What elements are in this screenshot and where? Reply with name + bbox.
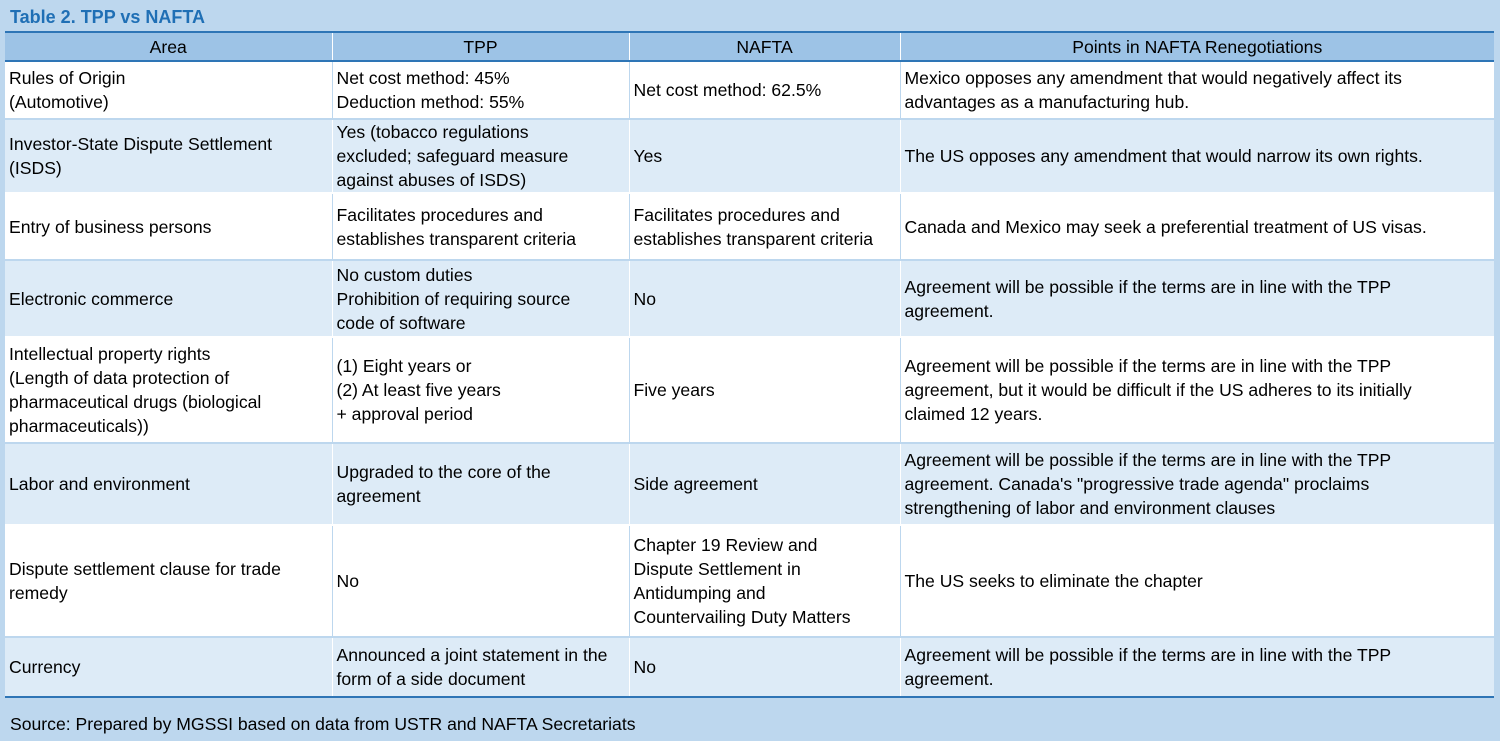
comparison-table bbox=[5, 31, 1494, 698]
table-row bbox=[5, 525, 1494, 637]
source-note: Source: Prepared by MGSSI based on data from USTR and NAFTA Secretariats bbox=[10, 714, 636, 734]
cell-line: (Automotive) bbox=[9, 92, 109, 112]
cell-line: Currency bbox=[9, 657, 81, 677]
cell-line: No bbox=[633, 288, 656, 309]
cell-line: Five years bbox=[633, 380, 715, 400]
area-cell bbox=[5, 61, 332, 119]
renegotiation-cell bbox=[900, 61, 1494, 119]
cell-line: No bbox=[336, 571, 359, 591]
tpp-cell bbox=[332, 443, 629, 525]
cell-line: remedy bbox=[9, 583, 68, 603]
table-row bbox=[5, 193, 1494, 260]
cell-line: The US opposes any amendment that would narrow its own rights. bbox=[904, 146, 1423, 166]
cell-line: Labor and environment bbox=[9, 474, 190, 494]
nafta-cell bbox=[629, 193, 900, 260]
header-area: Area bbox=[5, 32, 332, 61]
cell-line: No custom duties bbox=[336, 264, 473, 285]
renegotiation-cell bbox=[900, 525, 1494, 637]
cell-line: Canada and Mexico may seek a preferential treatment of US visas. bbox=[904, 216, 1427, 237]
cell-line: strengthening of labor and environment clauses bbox=[904, 498, 1276, 518]
cell-line: (2) At least five years bbox=[336, 380, 501, 400]
renegotiation-cell bbox=[900, 443, 1494, 525]
cell-line: Upgraded to the core of the bbox=[336, 462, 551, 482]
cell-line: Agreement will be possible if the terms are in line with the TPP bbox=[904, 645, 1392, 665]
area-cell bbox=[5, 337, 332, 443]
nafta-cell bbox=[629, 637, 900, 697]
renegotiation-cell bbox=[900, 337, 1494, 443]
cell-line: agreement bbox=[336, 486, 421, 506]
cell-line: Dispute settlement clause for trade bbox=[9, 559, 281, 579]
nafta-cell bbox=[629, 260, 900, 337]
nafta-cell bbox=[629, 119, 900, 193]
cell-line: establishes transparent criteria bbox=[336, 228, 577, 249]
cell-line: (ISDS) bbox=[9, 158, 62, 178]
cell-line: + approval period bbox=[336, 404, 473, 424]
cell-line: Countervailing Duty Matters bbox=[633, 607, 851, 627]
nafta-cell bbox=[629, 61, 900, 119]
cell-line: claimed 12 years. bbox=[904, 404, 1043, 424]
cell-line: Agreement will be possible if the terms are in line with the TPP bbox=[904, 276, 1392, 297]
cell-line: Deduction method: 55% bbox=[336, 92, 525, 112]
renegotiation-cell bbox=[900, 119, 1494, 193]
table-body bbox=[5, 61, 1494, 697]
table-row bbox=[5, 260, 1494, 337]
cell-line: Rules of Origin bbox=[9, 68, 126, 88]
cell-line: Agreement will be possible if the terms are in line with the TPP bbox=[904, 356, 1392, 376]
cell-line: (Length of data protection of bbox=[9, 368, 230, 388]
cell-line: Mexico opposes any amendment that would negatively affect its bbox=[904, 68, 1402, 88]
cell-line: Yes (tobacco regulations bbox=[336, 122, 529, 142]
nafta-cell bbox=[629, 337, 900, 443]
cell-line: excluded; safeguard measure bbox=[336, 146, 569, 166]
cell-line: Announced a joint statement in the bbox=[336, 645, 608, 665]
tpp-cell bbox=[332, 61, 629, 119]
cell-line: The US seeks to eliminate the chapter bbox=[904, 571, 1203, 591]
table-row bbox=[5, 337, 1494, 443]
cell-line: Net cost method: 45% bbox=[336, 68, 510, 88]
header-row bbox=[5, 32, 1494, 61]
cell-line: Investor-State Dispute Settlement bbox=[9, 134, 273, 154]
cell-line: Entry of business persons bbox=[9, 216, 212, 237]
cell-line: Electronic commerce bbox=[9, 288, 174, 309]
cell-line: No bbox=[633, 657, 656, 677]
header-nafta: NAFTA bbox=[629, 32, 900, 61]
renegotiation-cell bbox=[900, 260, 1494, 337]
cell-line: agreement. Canada's "progressive trade agenda" proclaims bbox=[904, 474, 1370, 494]
area-cell bbox=[5, 637, 332, 697]
table-title: Table 2. TPP vs NAFTA bbox=[10, 7, 206, 27]
area-cell bbox=[5, 260, 332, 337]
cell-line: Side agreement bbox=[633, 474, 758, 494]
nafta-cell bbox=[629, 443, 900, 525]
header-renegotiation-points: Points in NAFTA Renegotiations bbox=[900, 32, 1494, 61]
area-cell bbox=[5, 193, 332, 260]
area-cell bbox=[5, 119, 332, 193]
tpp-cell bbox=[332, 337, 629, 443]
cell-line: Facilitates procedures and bbox=[633, 204, 840, 225]
cell-line: Antidumping and bbox=[633, 583, 766, 603]
cell-line: pharmaceuticals)) bbox=[9, 416, 149, 436]
cell-line: Dispute Settlement in bbox=[633, 559, 801, 579]
header-tpp: TPP bbox=[332, 32, 629, 61]
cell-line: Yes bbox=[633, 146, 663, 166]
tpp-cell bbox=[332, 193, 629, 260]
table-row bbox=[5, 61, 1494, 119]
cell-line: Agreement will be possible if the terms are in line with the TPP bbox=[904, 450, 1392, 470]
renegotiation-cell bbox=[900, 637, 1494, 697]
table-row bbox=[5, 637, 1494, 697]
cell-line: Facilitates procedures and bbox=[336, 204, 543, 225]
cell-line: Prohibition of requiring source bbox=[336, 288, 571, 309]
nafta-cell bbox=[629, 525, 900, 637]
renegotiation-cell bbox=[900, 193, 1494, 260]
tpp-cell bbox=[332, 260, 629, 337]
area-cell bbox=[5, 525, 332, 637]
table-row bbox=[5, 119, 1494, 193]
cell-line: agreement. bbox=[904, 669, 994, 689]
cell-line: (1) Eight years or bbox=[336, 356, 472, 376]
tpp-cell bbox=[332, 525, 629, 637]
cell-line: advantages as a manufacturing hub. bbox=[904, 92, 1190, 112]
tpp-cell bbox=[332, 637, 629, 697]
cell-line: pharmaceutical drugs (biological bbox=[9, 392, 262, 412]
cell-line: Net cost method: 62.5% bbox=[633, 80, 822, 100]
cell-line: agreement. bbox=[904, 300, 994, 321]
tpp-cell bbox=[332, 119, 629, 193]
cell-line: code of software bbox=[336, 312, 466, 333]
cell-line: establishes transparent criteria bbox=[633, 228, 874, 249]
cell-line: form of a side document bbox=[336, 669, 526, 689]
cell-line: Intellectual property rights bbox=[9, 344, 211, 364]
table-row bbox=[5, 443, 1494, 525]
cell-line: Chapter 19 Review and bbox=[633, 535, 818, 555]
cell-line: against abuses of ISDS) bbox=[336, 170, 527, 190]
cell-line: agreement, but it would be difficult if the US adheres to its initially bbox=[904, 380, 1412, 400]
area-cell bbox=[5, 443, 332, 525]
